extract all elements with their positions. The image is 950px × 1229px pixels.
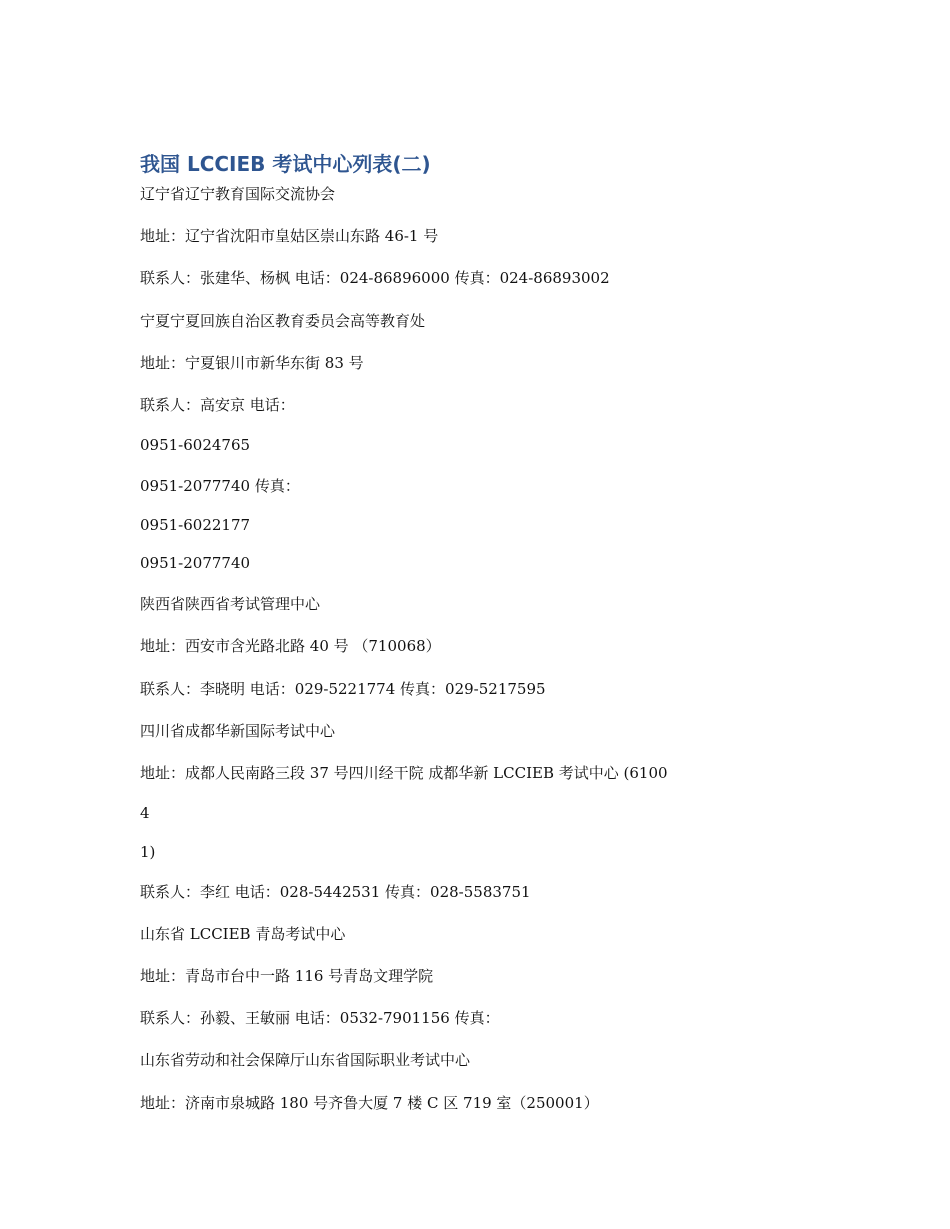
address-jinan: 地址：济南市泉城路 180 号齐鲁大厦 7 楼 C 区 719 室（250001） xyxy=(140,1094,599,1112)
contact-liaoning: 联系人：张建华、杨枫 电话：024-86896000 传真：024-86893002 xyxy=(140,269,610,287)
center-name-shaanxi: 陕西省陕西省考试管理中心 xyxy=(140,595,321,613)
address-qingdao: 地址：青岛市台中一路 116 号青岛文理学院 xyxy=(140,967,434,985)
address-shaanxi: 地址：西安市含光路北路 40 号 （710068） xyxy=(140,637,441,655)
phone-line-ningxia-2: 0951-2077740 传真： xyxy=(140,477,300,495)
address-ningxia: 地址：宁夏银川市新华东街 83 号 xyxy=(140,354,364,372)
fax-line-ningxia-2: 0951-2077740 xyxy=(140,554,251,572)
center-name-qingdao: 山东省 LCCIEB 青岛考试中心 xyxy=(140,925,346,943)
document-title: 我国 LCCIEB 考试中心列表(二) xyxy=(140,152,431,176)
contact-qingdao: 联系人：孙毅、王敏丽 电话：0532-7901156 传真： xyxy=(140,1009,500,1027)
contact-shaanxi: 联系人：李晓明 电话：029-5221774 传真：029-5217595 xyxy=(140,680,546,698)
address-sichuan-wrap-2: 1) xyxy=(140,843,156,861)
phone-line-ningxia-1: 0951-6024765 xyxy=(140,436,251,454)
contact-ningxia: 联系人：高安京 电话： xyxy=(140,396,295,414)
address-sichuan: 地址：成都人民南路三段 37 号四川经干院 成都华新 LCCIEB 考试中心 (6100 xyxy=(140,764,668,782)
address-sichuan-wrap-1: 4 xyxy=(140,804,150,822)
center-name-ningxia: 宁夏宁夏回族自治区教育委员会高等教育处 xyxy=(140,312,426,330)
center-name-liaoning: 辽宁省辽宁教育国际交流协会 xyxy=(140,185,336,203)
center-name-jinan: 山东省劳动和社会保障厅山东省国际职业考试中心 xyxy=(140,1051,471,1069)
contact-sichuan: 联系人：李红 电话：028-5442531 传真：028-5583751 xyxy=(140,883,531,901)
address-liaoning: 地址：辽宁省沈阳市皇姑区崇山东路 46-1 号 xyxy=(140,227,439,245)
center-name-sichuan: 四川省成都华新国际考试中心 xyxy=(140,722,336,740)
fax-line-ningxia-1: 0951-6022177 xyxy=(140,516,251,534)
